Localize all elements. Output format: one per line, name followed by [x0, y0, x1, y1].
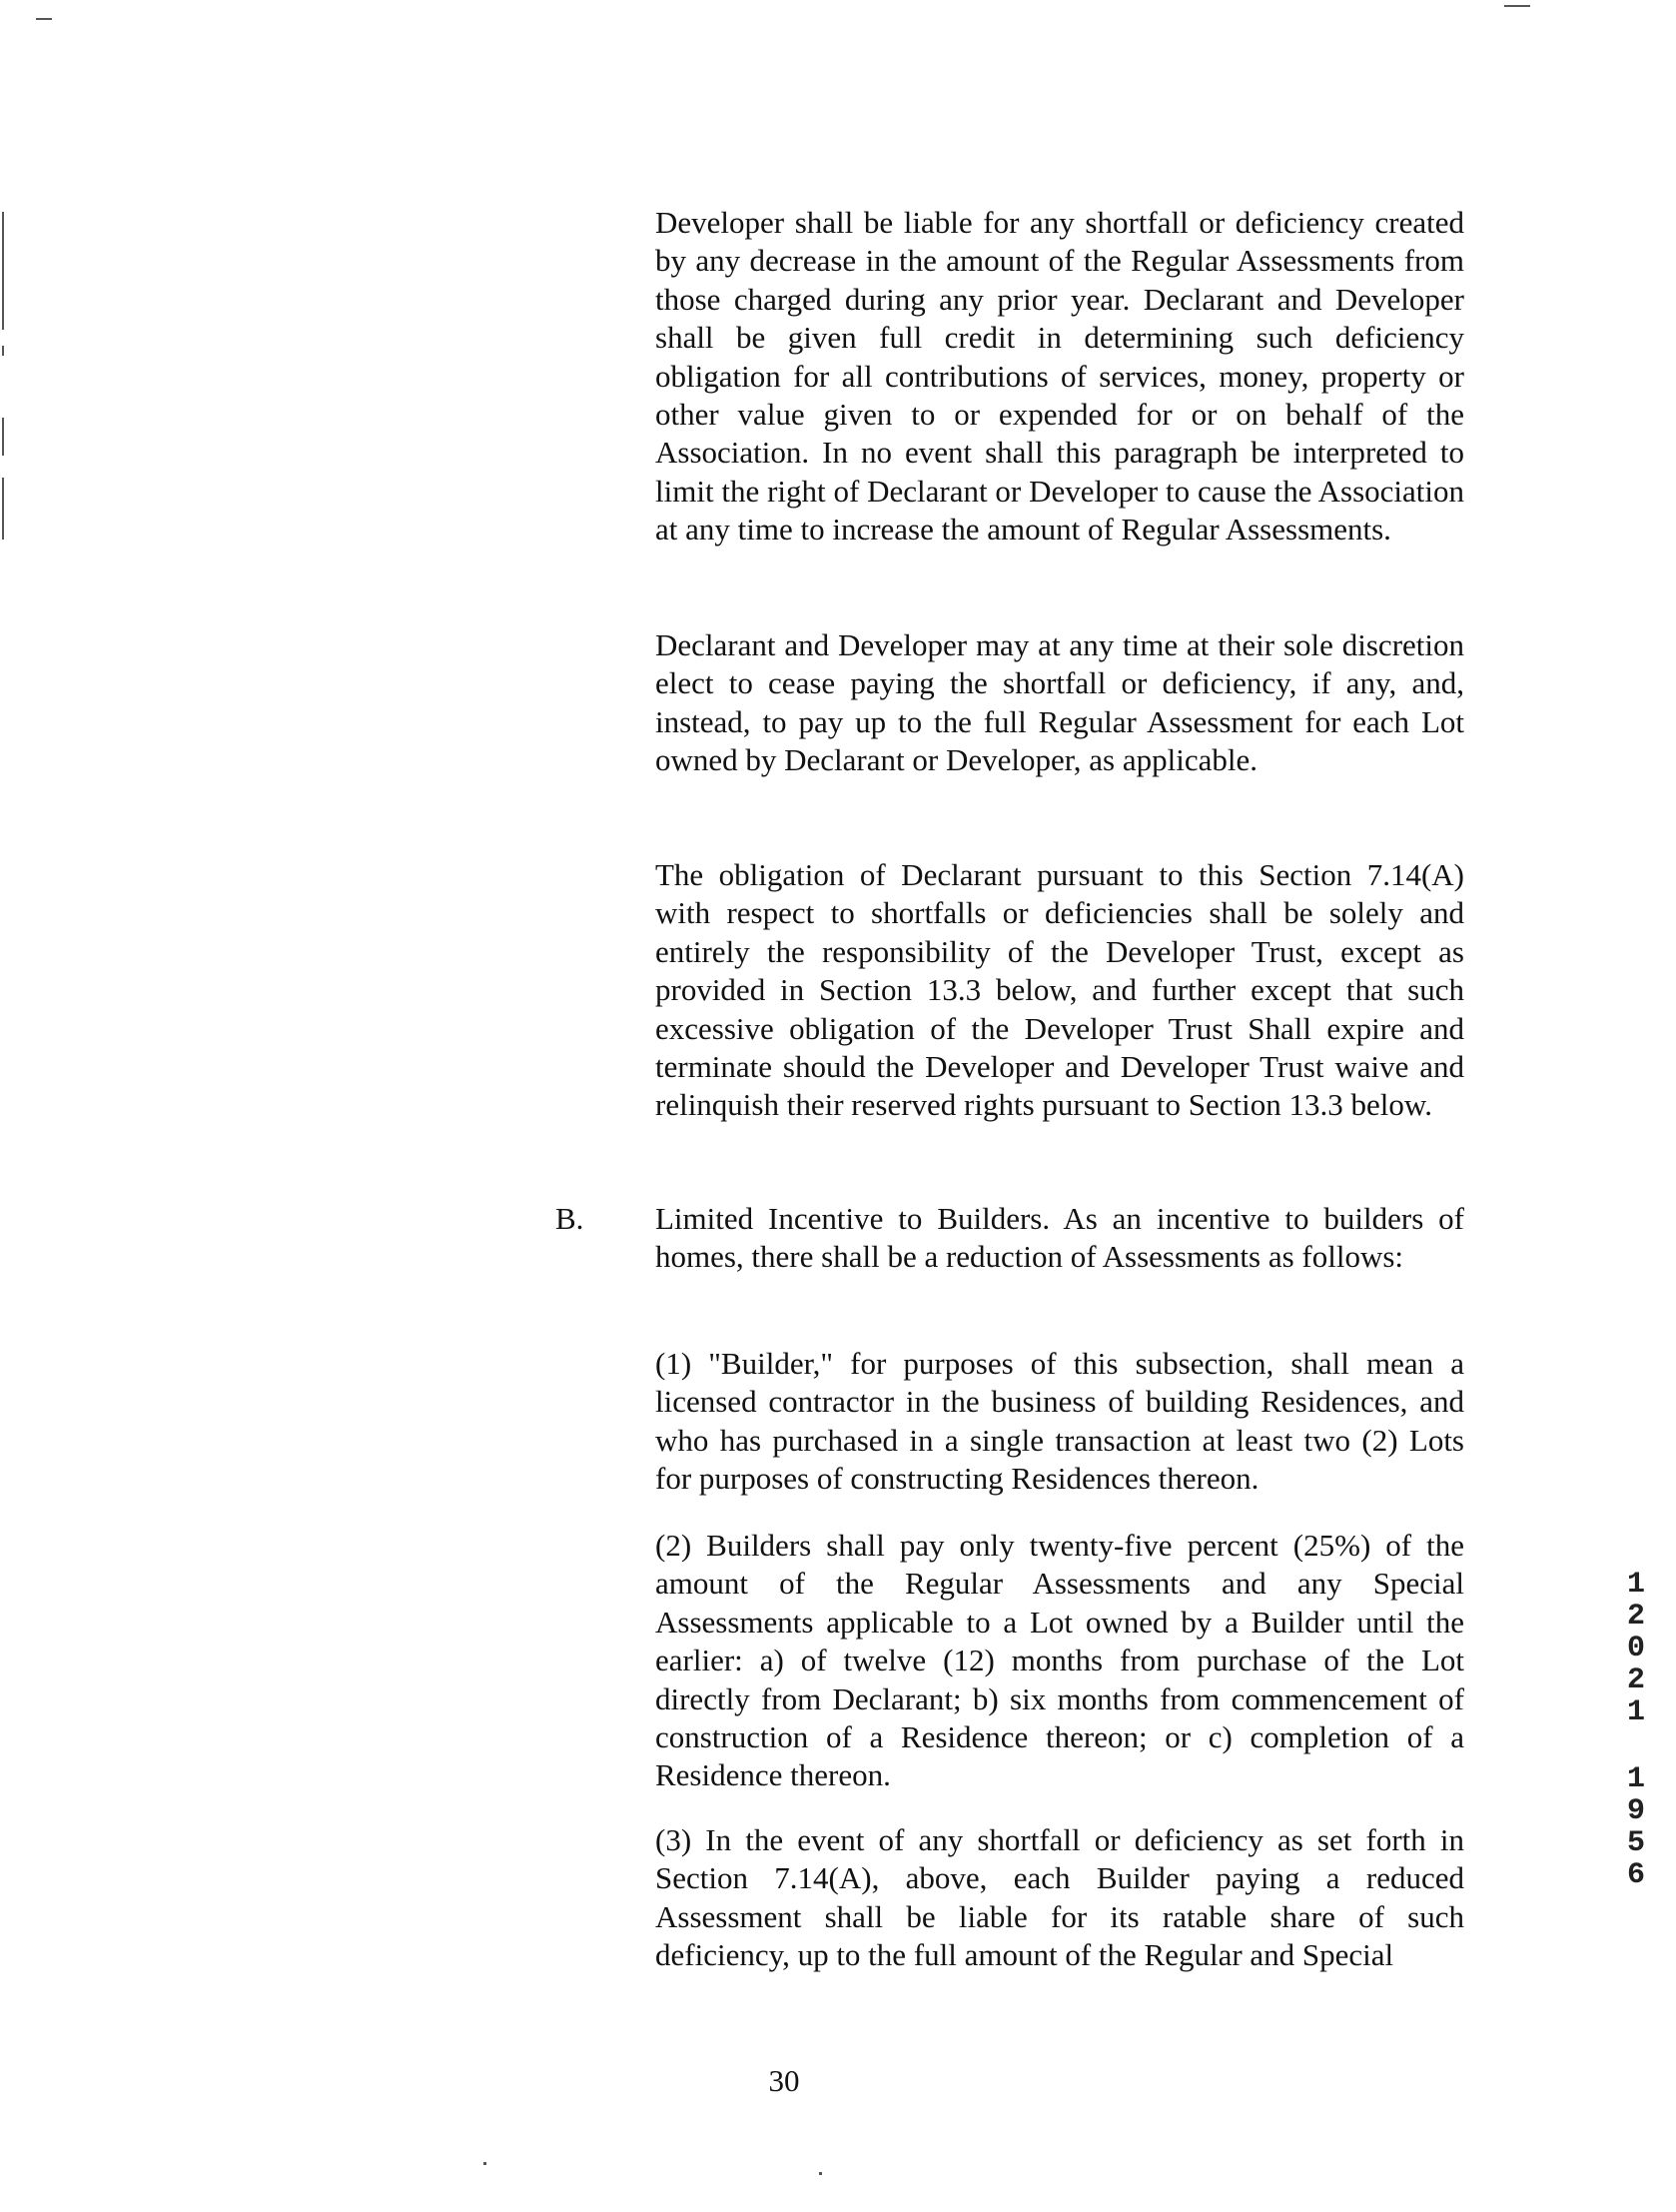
builder-definition-item: (1) "Builder," for purposes of this subsection, shall mean a licensed contractor in the business of building Residences, and who has purchased in a single transaction at least two (2) Lots for purposes of constructing Residences thereon.: [655, 1346, 1464, 1497]
paragraph-cease-paying: Declarant and Developer may at any time at their sole discretion elect to cease paying the shortfall or deficiency, if any, and, instead, to pay up to the full Regular Assessment for each Lot owned by Declarant or Developer, as applicable.: [655, 627, 1464, 778]
stamp-digit: 5: [1626, 1826, 1645, 1860]
stamp-digit: 2: [1626, 1600, 1645, 1634]
stamp-digit: 1: [1626, 1568, 1645, 1602]
paragraph-obligation-developer-trust: The obligation of Declarant pursuant to this Section 7.14(A) with respect to shortfalls or deficiencies shall be solely and entirely the responsibility of the Developer Trust, except as provided in Section 13.3 below, and further except that such excessive obligation of the Developer Trust Shall expire and terminate should the Developer and Developer Trust waive and relinquish their reserved rights pursuant to Section 13.3 below.: [655, 857, 1464, 1123]
scan-mark-left-bar-1: [2, 212, 4, 330]
paragraph-developer-liability: Developer shall be liable for any shortfall or deficiency created by any decrease in the amount of the Regular Assessments from those charged during any prior year. Declarant and Developer shall be given full credit in determining such deficiency obligation for all contributions of services, money, property or other value given to or expended for or on behalf of the Association. In no event shall this paragraph be interpreted to limit the right of Declarant or Developer to cause the Association at any time to increase the amount of Regular Assessments.: [655, 205, 1464, 548]
stamp-digit: 2: [1626, 1663, 1645, 1697]
section-b-letter: B.: [555, 1201, 584, 1236]
stamp-digit: 0: [1626, 1632, 1645, 1665]
stamp-digit: 6: [1626, 1858, 1645, 1892]
scan-mark-top-left: [36, 18, 52, 20]
scan-mark-left-bar-3: [2, 418, 4, 456]
stamp-digit: 1: [1626, 1762, 1645, 1796]
scan-speck: [819, 2172, 822, 2175]
scan-mark-top-right: [1504, 5, 1530, 7]
scan-speck: [483, 2162, 486, 2165]
scan-mark-left-bar-2: [2, 346, 4, 356]
builder-payment-item: (2) Builders shall pay only twenty-five percent (25%) of the amount of the Regular Assessments and any Special Assessments applicable to a Lot owned by a Builder until the earlier: a) of twelve (12) months from purchase of the Lot directly from Declarant; b) six months from commencement of construction of a Residence thereon; or c) completion of a Residence thereon.: [655, 1528, 1464, 1793]
stamp-digit: 9: [1626, 1794, 1645, 1828]
section-b-heading-text: Limited Incentive to Builders. As an incentive to builders of homes, there shall be a reduction of Assessments as follows:: [655, 1201, 1464, 1275]
recording-stamp-lower: [1618, 1763, 1654, 1891]
scan-mark-left-bar-4: [2, 478, 4, 540]
recording-stamp-upper: [1618, 1569, 1654, 1728]
page-number: 30: [768, 2063, 800, 2098]
stamp-digit: 1: [1626, 1695, 1645, 1729]
builder-shortfall-item: (3) In the event of any shortfall or deficiency as set forth in Section 7.14(A), above, each Builder paying a reduced Assessment shall be liable for its ratable share of such deficiency, up to the full amount of the Regular and Special: [655, 1822, 1464, 1973]
